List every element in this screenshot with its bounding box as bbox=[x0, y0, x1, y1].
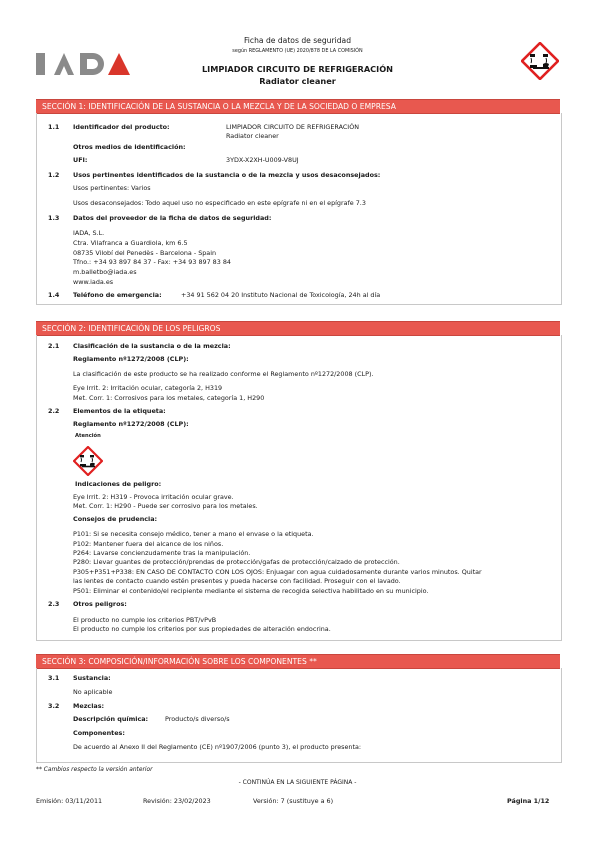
uses-not-advised: Usos desaconsejados: Todo aquel uso no especificado en este epígrafe ni en el epígrafe 7.3 bbox=[73, 199, 366, 207]
version-info: Versión: 7 (sustituye a 6) bbox=[253, 797, 334, 805]
sub-2-2-number: 2.2 bbox=[48, 407, 60, 415]
substance-value: No aplicable bbox=[73, 688, 113, 696]
components-label: Componentes: bbox=[73, 729, 125, 737]
supplier-email[interactable]: m.balletbo@iada.es bbox=[73, 268, 137, 276]
supplier-line: Ctra. Vilafranca a Guardiola, km 6.5 bbox=[73, 239, 188, 247]
other-hazard-line: El producto no cumple los criterios PBT/vPvB bbox=[73, 616, 217, 624]
sub-1-4-number: 1.4 bbox=[48, 291, 60, 299]
sub-1-1-number: 1.1 bbox=[48, 123, 60, 131]
uses-relevant: Usos pertinentes: Varios bbox=[73, 184, 151, 192]
supplier-website[interactable]: www.iada.es bbox=[73, 278, 114, 286]
supplier-line: 08735 Vilobí del Penedès - Barcelona - Spain bbox=[73, 249, 217, 257]
product-name: LIMPIADOR CIRCUITO DE REFRIGERACIÓN bbox=[201, 64, 394, 74]
chemical-description-value: Producto/s diverso/s bbox=[165, 715, 230, 723]
precautionary-label: Consejos de prudencia: bbox=[73, 515, 158, 523]
product-name-en: Radiator cleaner bbox=[259, 76, 336, 86]
sub-2-1-number: 2.1 bbox=[48, 342, 60, 350]
changes-note: ** Cambios respecto la versión anterior bbox=[36, 767, 153, 773]
regulation-line: según REGLAMENTO (UE) 2020/878 DE LA COMISIÓN bbox=[232, 48, 363, 54]
ufi-value: 3YDX-X2XH-U009-V8UJ bbox=[226, 156, 299, 164]
classification-label: Clasificación de la sustancia o de la mezcla: bbox=[73, 342, 231, 350]
precautionary-statement: P264: Lavarse concienzudamente tras la manipulación. bbox=[73, 549, 251, 557]
other-hazard-line: El producto no cumple los criterios por sus propiedades de alteración endocrina. bbox=[73, 625, 331, 633]
page-number: Página 1/12 bbox=[507, 797, 550, 805]
classification-text: La clasificación de este producto se ha realizado conforme el Reglamento nº1272/2008 (CLP). bbox=[73, 370, 374, 378]
sub-2-3-number: 2.3 bbox=[48, 600, 60, 608]
ufi-label: UFI: bbox=[73, 156, 88, 164]
uses-label: Usos pertinentes identificados de la sustancia o de la mezcla y usos desaconsejados: bbox=[73, 171, 381, 179]
precautionary-statement: P280: Llevar guantes de protección/prendas de protección/gafas de protección/calzado de protección. bbox=[73, 558, 400, 566]
issue-date: Emisión: 03/11/2011 bbox=[36, 797, 103, 805]
supplier-line: Tfno.: +34 93 897 84 37 - Fax: +34 93 897 83 84 bbox=[73, 258, 231, 266]
emergency-phone-value: +34 91 562 04 20 Instituto Nacional de Toxicología, 24h al día bbox=[181, 291, 381, 299]
corrosion-pictogram-icon bbox=[521, 42, 559, 84]
product-identifier-value: LIMPIADOR CIRCUITO DE REFRIGERACIÓN bbox=[226, 123, 360, 131]
precautionary-statement: P501: Eliminar el contenido/el recipiente mediante el sistema de recogida selectiva habilitado en su municipio. bbox=[73, 587, 429, 595]
hazard-statement: Met. Corr. 1: H290 - Puede ser corrosivo para los metales. bbox=[73, 502, 258, 510]
product-identifier-value-en: Radiator cleaner bbox=[226, 132, 279, 140]
section-2-header: SECCIÓN 2: IDENTIFICACIÓN DE LOS PELIGROS bbox=[36, 321, 560, 336]
doc-type: Ficha de datos de seguridad bbox=[243, 36, 352, 45]
supplier-label: Datos del proveedor de la ficha de datos de seguridad: bbox=[73, 214, 272, 222]
sub-3-2-number: 3.2 bbox=[48, 702, 60, 710]
precautionary-statement: las lentes de contacto cuando estén presentes y pueda hacerse con facilidad. Proseguir con el lavado. bbox=[73, 577, 401, 585]
hazard-statement: Eye Irrit. 2: H319 - Provoca irritación ocular grave. bbox=[73, 493, 234, 501]
emergency-phone-label: Teléfono de emergencia: bbox=[73, 291, 162, 299]
precautionary-statement: P101: Si se necesita consejo médico, tener a mano el envase o la etiqueta. bbox=[73, 530, 314, 538]
sub-1-3-number: 1.3 bbox=[48, 214, 60, 222]
other-hazards-label: Otros peligros: bbox=[73, 600, 127, 608]
substance-label: Sustancia: bbox=[73, 674, 111, 682]
mixtures-label: Mezclas: bbox=[73, 702, 105, 710]
sub-3-1-number: 3.1 bbox=[48, 674, 60, 682]
clp-regulation-label-2: Reglamento nº1272/2008 (CLP): bbox=[73, 420, 189, 428]
hazard-statements-label: Indicaciones de peligro: bbox=[75, 480, 162, 488]
signal-word: Atención bbox=[75, 433, 101, 439]
product-identifier-label: Identificador del producto: bbox=[73, 123, 170, 131]
section-1-header: SECCIÓN 1: IDENTIFICACIÓN DE LA SUSTANCIA O LA MEZCLA Y DE LA SOCIEDAD O EMPRESA bbox=[36, 99, 560, 114]
other-identification-label: Otros medios de identificación: bbox=[73, 143, 186, 151]
components-text: De acuerdo al Anexo II del Reglamento (CE) nº1907/2006 (punto 3), el producto presenta: bbox=[73, 743, 362, 751]
sub-1-2-number: 1.2 bbox=[48, 171, 60, 179]
chemical-description-label: Descripción química: bbox=[73, 715, 149, 723]
continue-notice: - CONTINÚA EN LA SIGUIENTE PÁGINA - bbox=[238, 779, 357, 786]
precautionary-statement: P102: Mantener fuera del alcance de los niños. bbox=[73, 540, 224, 548]
clp-regulation-label: Reglamento nº1272/2008 (CLP): bbox=[73, 355, 189, 363]
corrosion-pictogram-small-icon bbox=[73, 446, 103, 480]
precautionary-statement: P305+P351+P338: EN CASO DE CONTACTO CON LOS OJOS: Enjuagar con agua cuidadosamente durante varios minutos. Quitar bbox=[73, 568, 482, 576]
revision-date: Revisión: 23/02/2023 bbox=[143, 797, 211, 805]
hazard-class-line: Met. Corr. 1: Corrosivos para los metales, categoría 1, H290 bbox=[73, 394, 265, 402]
section-3-header: SECCIÓN 3: COMPOSICIÓN/INFORMACIÓN SOBRE LOS COMPONENTES ** bbox=[36, 654, 560, 669]
label-elements-label: Elementos de la etiqueta: bbox=[73, 407, 166, 415]
hazard-class-line: Eye Irrit. 2: Irritación ocular, categoría 2, H319 bbox=[73, 384, 223, 392]
supplier-line: IADA, S.L. bbox=[73, 229, 105, 237]
